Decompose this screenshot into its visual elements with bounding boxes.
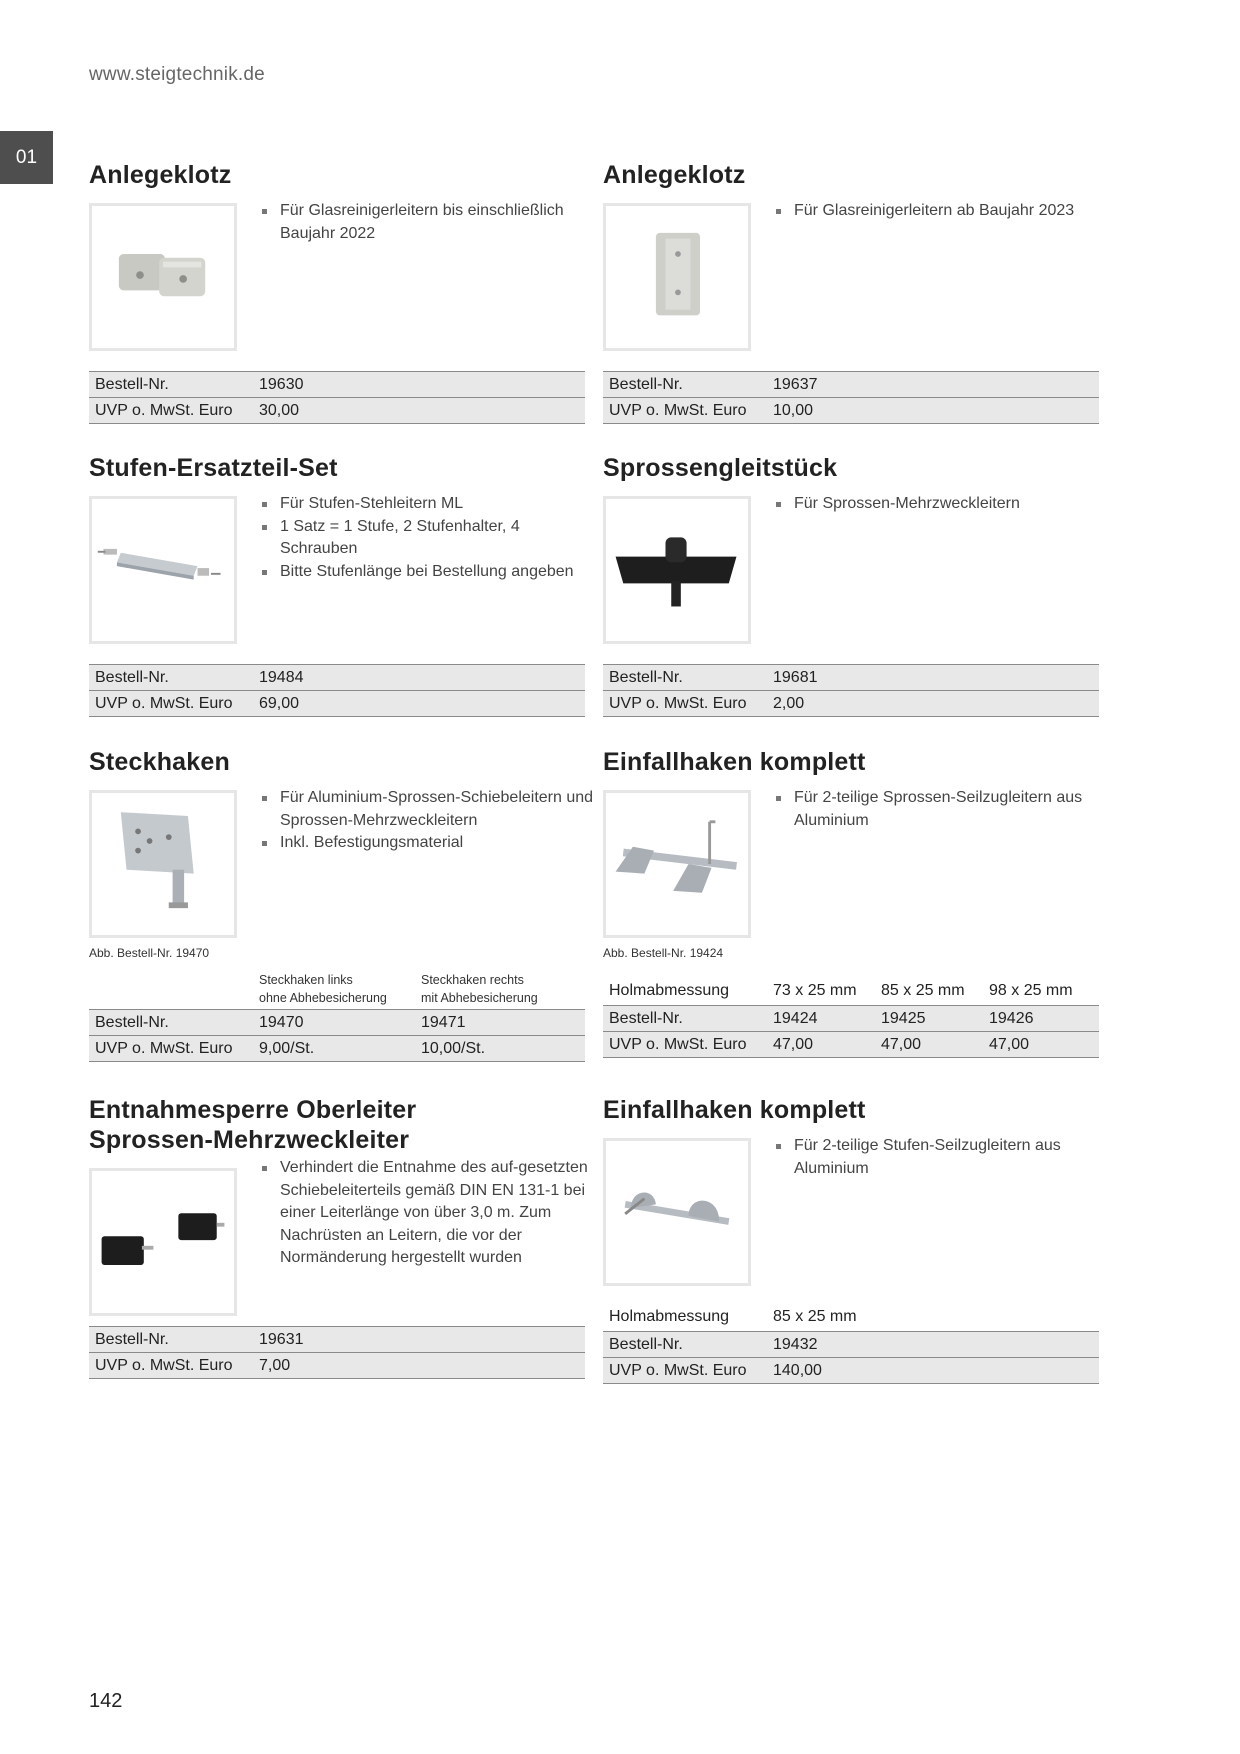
bestell-label: Bestell-Nr. <box>603 665 767 691</box>
spec-table <box>603 664 1099 717</box>
uvp-value: 30,00 <box>253 398 585 424</box>
product-image <box>603 790 751 938</box>
uvp-label: UVP o. MwSt. Euro <box>89 398 253 424</box>
lock-block-icon <box>92 1171 234 1313</box>
page-number: 142 <box>89 1690 123 1712</box>
spec-table <box>89 969 585 1062</box>
uvp-label: UVP o. MwSt. Euro <box>603 691 767 717</box>
slide-piece-icon <box>606 499 748 641</box>
product-image <box>89 1168 237 1316</box>
bestell-value: 19681 <box>767 665 1099 691</box>
spec-table <box>89 1326 585 1379</box>
website-url: www.steigtechnik.de <box>89 64 265 85</box>
bullet-item: Für Glasreinigerleitern ab Baujahr 2023 <box>775 200 1105 223</box>
product-title: Anlegeklotz <box>89 161 232 189</box>
uvp-value: 10,00/St. <box>415 1036 585 1062</box>
title-line-2: Sprossen-Mehrzweckleiter <box>89 1126 410 1154</box>
column-header-line2: mit Abhebesicherung <box>421 991 538 1005</box>
uvp-value: 140,00 <box>767 1358 1099 1384</box>
uvp-label: UVP o. MwSt. Euro <box>603 1358 767 1384</box>
bullet-item: Inkl. Befestigungsmaterial <box>261 832 601 855</box>
product-sprossengleitstueck <box>603 453 1099 723</box>
product-title: Anlegeklotz <box>603 161 746 189</box>
bullet-item: Für Sprossen-Mehrzweckleitern <box>775 493 1105 516</box>
holm-label: Holmabmessung <box>603 977 767 1006</box>
title-line-1: Entnahmesperre Oberleiter <box>89 1096 417 1124</box>
bestell-label: Bestell-Nr. <box>603 1006 767 1032</box>
uvp-value: 7,00 <box>253 1353 585 1379</box>
hook-plate-icon <box>92 793 234 935</box>
uvp-label: UVP o. MwSt. Euro <box>89 691 253 717</box>
bullet-item: Für 2-teilige Stufen-Seilzugleitern aus Aluminium <box>775 1135 1105 1180</box>
bullet-item: 1 Satz = 1 Stufe, 2 Stufenhalter, 4 Schrauben <box>261 516 591 561</box>
chapter-tab: 01 <box>0 131 53 184</box>
bestell-label: Bestell-Nr. <box>89 372 253 398</box>
bestell-label: Bestell-Nr. <box>603 372 767 398</box>
holm-value: 85 x 25 mm <box>875 977 983 1006</box>
image-caption: Abb. Bestell-Nr. 19470 <box>89 946 210 960</box>
holm-value: 85 x 25 mm <box>767 1303 1099 1332</box>
bestell-value: 19631 <box>253 1327 585 1353</box>
uvp-value: 9,00/St. <box>253 1036 415 1062</box>
uvp-value: 69,00 <box>253 691 585 717</box>
drop-hook-icon <box>606 793 748 935</box>
column-header-line1: Steckhaken links <box>259 973 353 987</box>
product-einfallhaken-sprossen <box>603 747 1099 1067</box>
product-image <box>603 1138 751 1286</box>
holm-label: Holmabmessung <box>603 1303 767 1332</box>
spec-table <box>603 977 1099 1058</box>
bestell-value: 19424 <box>767 1006 875 1032</box>
step-set-icon <box>92 499 234 641</box>
bestell-value: 19484 <box>253 665 585 691</box>
product-title: Einfallhaken komplett <box>603 748 866 776</box>
bestell-value: 19471 <box>415 1010 585 1036</box>
product-title <box>89 1095 585 1155</box>
image-caption: Abb. Bestell-Nr. 19424 <box>603 946 724 960</box>
bullet-item: Verhindert die Entnahme des auf-gesetzten Schiebeleiterteils gemäß DIN EN 131-1 bei einer Leiterlänge von über 3,0 m. Zum Nachrüsten an Leitern, die vor der Normänderung hergestellt wurden <box>261 1157 591 1270</box>
product-image <box>603 203 751 351</box>
product-anlegeklotz-2022 <box>89 160 585 430</box>
product-title: Steckhaken <box>89 748 230 776</box>
product-image <box>89 790 237 938</box>
product-image <box>89 203 237 351</box>
product-anlegeklotz-2023 <box>603 160 1099 430</box>
drop-hook-icon <box>606 1141 748 1283</box>
product-stufen-ersatzteil-set <box>89 453 585 723</box>
holm-value: 73 x 25 mm <box>767 977 875 1006</box>
product-steckhaken <box>89 747 594 1067</box>
column-header-line1: Steckhaken rechts <box>421 973 524 987</box>
spec-table <box>603 371 1099 424</box>
spacer-block-icon <box>606 206 748 348</box>
bestell-value: 19637 <box>767 372 1099 398</box>
bestell-value: 19630 <box>253 372 585 398</box>
product-image <box>603 496 751 644</box>
spec-table <box>89 371 585 424</box>
bestell-value: 19426 <box>983 1006 1099 1032</box>
holm-value: 98 x 25 mm <box>983 977 1099 1006</box>
bestell-value: 19425 <box>875 1006 983 1032</box>
uvp-value: 47,00 <box>983 1032 1099 1058</box>
spec-table <box>89 664 585 717</box>
product-entnahmesperre <box>89 1095 588 1395</box>
product-title: Stufen-Ersatzteil-Set <box>89 454 338 482</box>
bestell-label: Bestell-Nr. <box>89 1010 253 1036</box>
spec-table <box>603 1303 1099 1384</box>
product-einfallhaken-stufen <box>603 1095 1099 1395</box>
bestell-label: Bestell-Nr. <box>89 1327 253 1353</box>
product-title: Einfallhaken komplett <box>603 1096 866 1124</box>
bullet-item: Bitte Stufenlänge bei Bestellung angeben <box>261 561 591 584</box>
bullet-item: Für Aluminium-Sprossen-Schiebeleitern und Sprossen-Mehrzweckleitern <box>261 787 601 832</box>
uvp-value: 2,00 <box>767 691 1099 717</box>
uvp-label: UVP o. MwSt. Euro <box>603 398 767 424</box>
spacer-block-icon <box>92 206 234 348</box>
bullet-item: Für 2-teilige Sprossen-Seilzugleitern aus Aluminium <box>775 787 1105 832</box>
uvp-value: 47,00 <box>767 1032 875 1058</box>
uvp-value: 47,00 <box>875 1032 983 1058</box>
bestell-value: 19432 <box>767 1332 1099 1358</box>
uvp-label: UVP o. MwSt. Euro <box>89 1036 253 1062</box>
bullet-item: Für Stufen-Stehleitern ML <box>261 493 591 516</box>
uvp-label: UVP o. MwSt. Euro <box>603 1032 767 1058</box>
bullet-item: Für Glasreinigerleitern bis einschließlich Baujahr 2022 <box>261 200 591 245</box>
product-title: Sprossengleitstück <box>603 454 838 482</box>
product-image <box>89 496 237 644</box>
column-header-line2: ohne Abhebesicherung <box>259 991 387 1005</box>
bestell-label: Bestell-Nr. <box>603 1332 767 1358</box>
uvp-label: UVP o. MwSt. Euro <box>89 1353 253 1379</box>
bestell-value: 19470 <box>253 1010 415 1036</box>
uvp-value: 10,00 <box>767 398 1099 424</box>
bestell-label: Bestell-Nr. <box>89 665 253 691</box>
